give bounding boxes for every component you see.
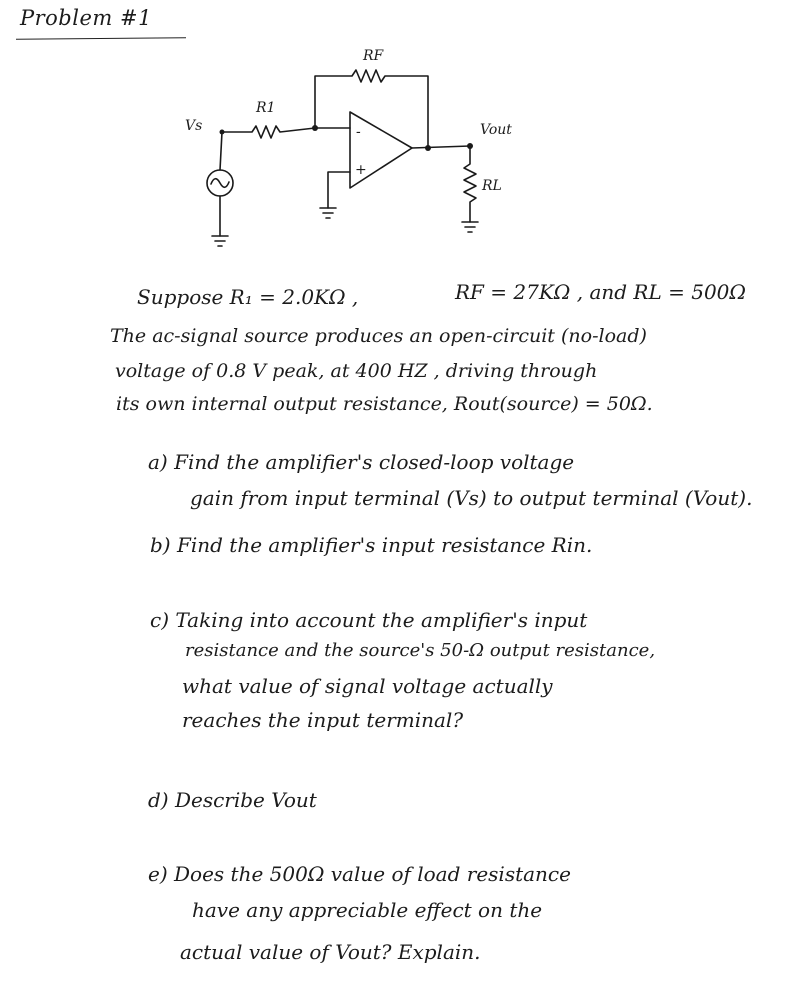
minus-input-label: - xyxy=(356,124,361,140)
ground-wire-plus xyxy=(328,172,350,208)
intro-line-2: voltage of 0.8 V peak, at 400 HZ , driving through xyxy=(115,360,598,382)
ac-source-sine xyxy=(211,179,229,188)
question-e-line-1: e) Does the 500Ω value of load resistance xyxy=(148,862,571,886)
plus-input-label: + xyxy=(355,162,367,178)
intro-line-1: The ac-signal source produces an open-circuit (no-load) xyxy=(110,325,647,347)
output-wire xyxy=(412,146,470,148)
ground-symbol-plus xyxy=(320,208,336,218)
title-underline xyxy=(16,37,186,39)
question-c-line-1: c) Taking into account the amplifier's input xyxy=(150,608,588,632)
vout-label: Vout xyxy=(480,122,512,138)
rf-resistor xyxy=(315,70,428,148)
intro-line-3: its own internal output resistance, Rout(source) = 50Ω. xyxy=(116,393,653,415)
question-e-line-3: actual value of Vout? Explain. xyxy=(180,940,481,964)
r1-resistor xyxy=(222,126,350,138)
r1-label: R1 xyxy=(256,100,276,116)
rl-label: RL xyxy=(482,178,502,194)
question-c-line-4: reaches the input terminal? xyxy=(182,708,464,732)
source-wire xyxy=(220,132,222,170)
given-rf-rl: RF = 27KΩ , and RL = 500Ω xyxy=(455,280,746,304)
question-a-line-2: gain from input terminal (Vs) to output terminal (Vout). xyxy=(190,486,753,510)
question-c-line-3: what value of signal voltage actually xyxy=(182,674,553,698)
given-r1: Suppose R₁ = 2.0KΩ , xyxy=(137,285,359,309)
ground-symbol-load xyxy=(462,222,478,232)
problem-title: Problem #1 xyxy=(20,6,152,30)
question-a-line-1: a) Find the amplifier's closed-loop voltage xyxy=(148,450,575,474)
ground-symbol-source xyxy=(212,236,228,246)
rl-resistor xyxy=(464,146,476,222)
rf-label: RF xyxy=(363,48,384,64)
question-e-line-2: have any appreciable effect on the xyxy=(192,898,543,922)
question-b-line-1: b) Find the amplifier's input resistance Rin. xyxy=(150,533,593,557)
question-c-line-2: resistance and the source's 50-Ω output resistance, xyxy=(185,640,656,661)
op-amp-circuit-diagram xyxy=(180,40,540,255)
question-d-line-1: d) Describe Vout xyxy=(148,788,317,812)
vs-label: Vs xyxy=(185,118,203,134)
